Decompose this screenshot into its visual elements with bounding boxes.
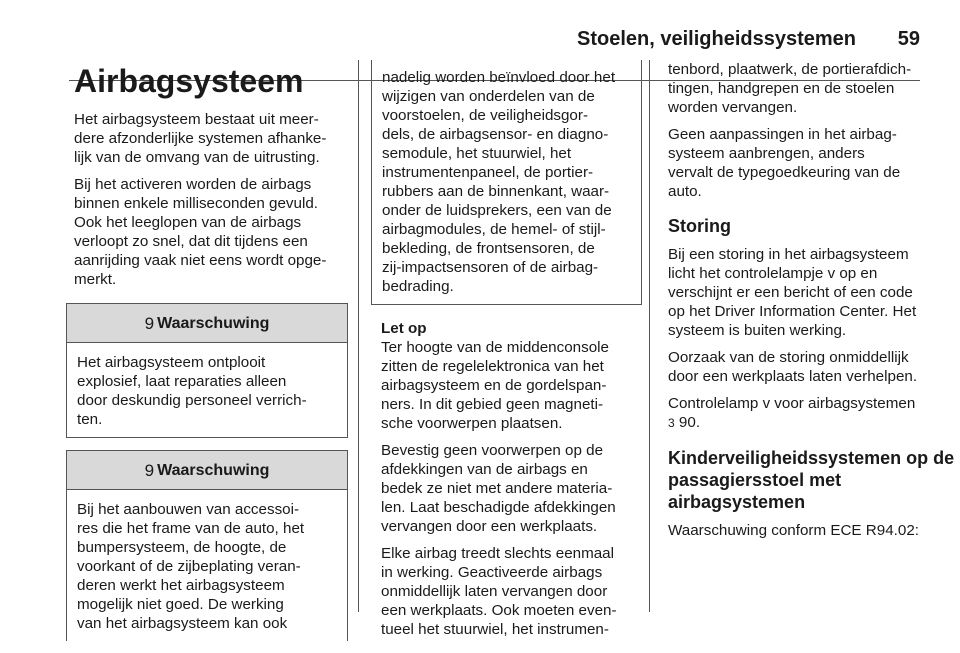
running-title: Stoelen, veiligheidssystemen: [577, 28, 856, 50]
page-number: 59: [897, 28, 920, 50]
paragraph: Bij een storing in het airbagsysteem licht het controlelampje v op en verschijnt er een bericht of een code op het Driver Information Center. Het systeem is buiten werking.: [668, 246, 917, 339]
paragraph: Oorzaak van de storing onmiddellijk door een werkplaats laten verhelpen.: [668, 349, 918, 385]
page-reference[interactable]: 3 90.: [668, 414, 701, 431]
warning-icon: 9: [144, 313, 155, 333]
section-heading: Airbagsysteem: [74, 63, 304, 99]
column-divider: [358, 60, 359, 612]
column-3: [668, 60, 955, 548]
column-1: [74, 60, 349, 653]
warning-box: [66, 450, 348, 641]
paragraph: Waarschuwing conform ECE R94.02:: [668, 522, 919, 539]
airbag-warning-lamp-icon: v: [762, 395, 771, 412]
note-title: Let op: [381, 320, 427, 337]
warning-title: Waarschuwing: [157, 314, 270, 332]
paragraph: Bij het activeren worden de airbags binnen enkele milliseconden gevuld. Ook het leeglopen van de airbags verloopt zo snel, dat dit tijdens een aanrijding vaak niet eens wordt opge- merkt.: [74, 176, 327, 288]
warning-header: [67, 451, 347, 490]
paragraph: Geen aanpassingen in het airbag- systeem aanbrengen, anders vervalt de typegoedkeuring van de auto.: [668, 126, 901, 200]
warning-header: [67, 304, 347, 343]
paragraph: Bevestig geen voorwerpen op de afdekkingen van de airbags en bedek ze niet met andere materia- len. Laat beschadigde afdekkingen vervangen door een werkplaats.: [381, 442, 616, 535]
warning-box-continued: nadelig worden beïnvloed door het wijzigen van onderdelen van de voorstoelen, de veiligheidsgor- dels, de airbagsensor- en diagno- semodule, het stuurwiel, het instrumentenpaneel, de portier- rubbers aan de binnenkant, waar- onder de luidsprekers, een van de airbagmodules, de hemel- of stijl- bekleding, de frontsensoren, de zij-impactsensoren of de airbag- bedrading.: [371, 60, 642, 305]
warning-icon: 9: [144, 460, 155, 480]
note: Let op Ter hoogte van de middenconsole zitten de regelelektronica van het airbagsysteem en de gordelspan- ners. In dit gebied geen magneti- sche voorwerpen plaatsen.: [381, 319, 633, 433]
reference-arrow-icon: 3: [668, 416, 675, 430]
column-divider: [649, 60, 650, 612]
paragraph: Het airbagsysteem bestaat uit meer- dere afzonderlijke systemen afhanke- lijk van de omvang van de uitrusting.: [74, 111, 327, 166]
warning-body: Het airbagsysteem ontplooit explosief, laat reparaties alleen door deskundig personeel verrich- ten.: [77, 354, 307, 428]
paragraph: tenbord, plaatwerk, de portierafdich- tingen, handgrepen en de stoelen worden vervangen.: [668, 61, 912, 116]
page-header: [0, 28, 960, 58]
paragraph: Elke airbag treedt slechts eenmaal in werking. Geactiveerde airbags onmiddellijk laten vervangen door een werkplaats. Ook moeten even- tueel het stuurwiel, het instrumen-: [381, 545, 617, 638]
airbag-warning-lamp-icon: v: [827, 265, 836, 282]
subsection-heading: Kinderveiligheidssystemen op de passagiersstoel met airbagsystemen: [668, 448, 955, 512]
paragraph: Controlelamp v voor airbagsystemen 3 90.: [668, 394, 933, 433]
warning-title: Waarschuwing: [157, 461, 270, 479]
subsection-heading: Storing: [668, 216, 731, 236]
warning-box: [66, 303, 348, 438]
column-2: [381, 60, 633, 647]
warning-body: Bij het aanbouwen van accessoi- res die het frame van de auto, het bumpersysteem, de hoogte, de voorkant of de zijbeplating veran- deren werkt het airbagsysteem mogelijk niet goed. De werking van het airbagsysteem kan ook: [77, 501, 305, 632]
